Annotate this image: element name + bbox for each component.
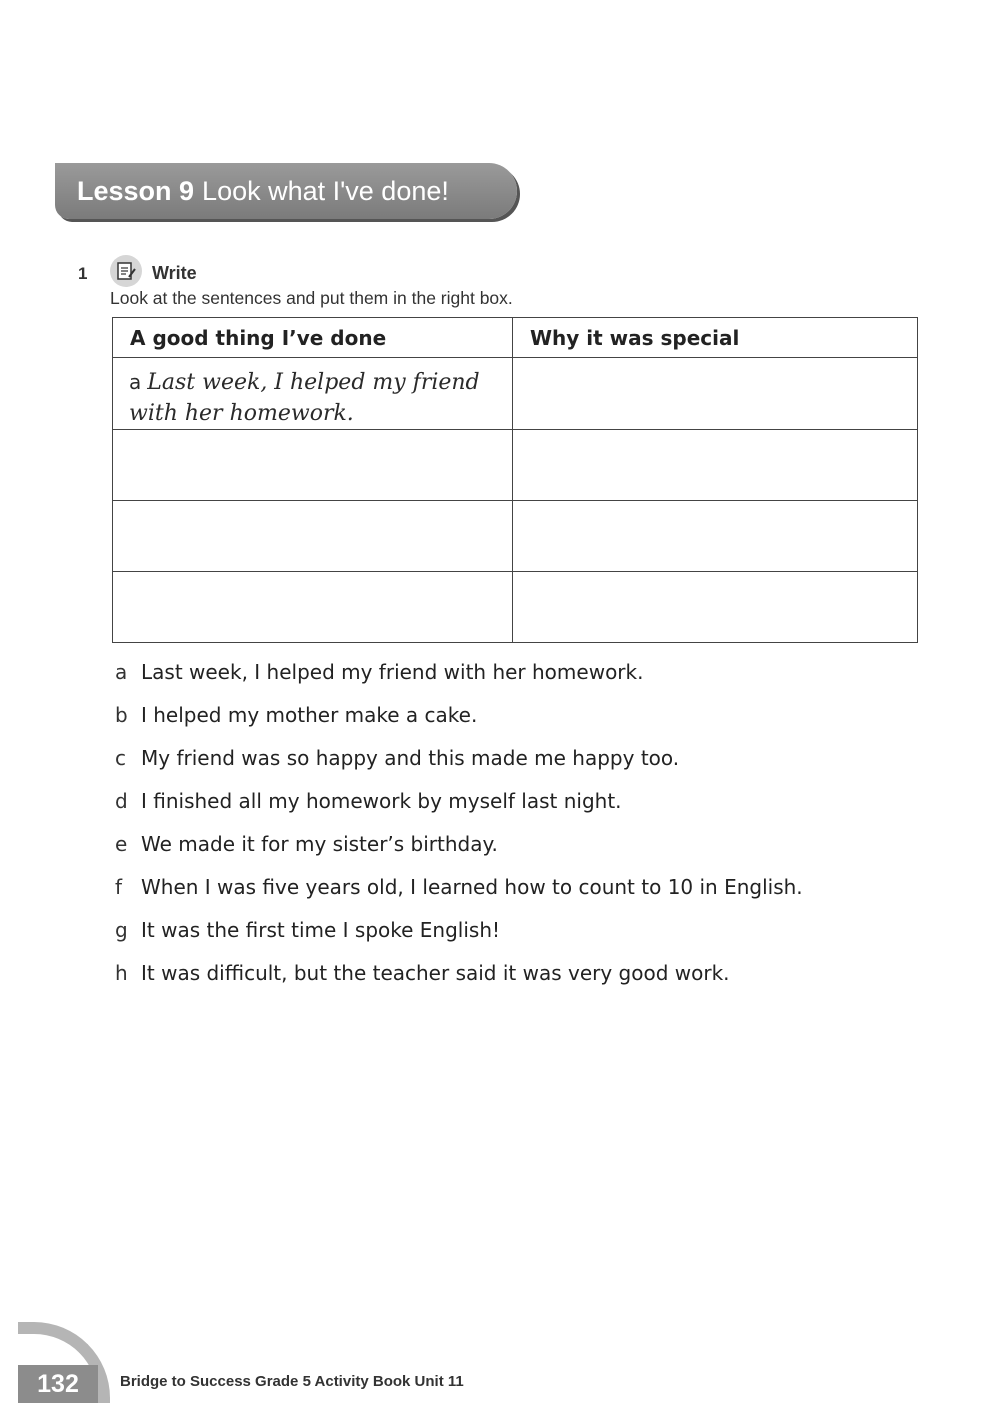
sentence-letter: h: [115, 961, 128, 985]
sentence-text: It was difficult, but the teacher said it was very good work.: [141, 961, 730, 985]
lesson-title: Look what I've done!: [202, 175, 449, 206]
lesson-number: Lesson 9: [77, 175, 195, 206]
list-item: [115, 832, 498, 856]
sentence-letter: a: [115, 660, 128, 684]
sentence-text: It was the first time I spoke English!: [141, 918, 501, 942]
column-header-why-special: Why it was special: [513, 318, 918, 358]
page-number: 132: [18, 1365, 98, 1403]
instructions: Look at the sentences and put them in the right box.: [110, 288, 513, 308]
notepad-pencil-icon: [110, 255, 142, 287]
table-row: [113, 572, 918, 643]
answer-cell[interactable]: [113, 430, 513, 501]
exercise-number: 1: [78, 264, 88, 283]
sentence-letter: c: [115, 746, 126, 770]
sentence-text: Last week, I helped my friend with her homework.: [141, 660, 644, 684]
example-letter: a: [129, 370, 142, 394]
sentence-text: My friend was so happy and this made me happy too.: [141, 746, 680, 770]
sentence-letter: d: [115, 789, 128, 813]
sentence-text: I finished all my homework by myself last night.: [141, 789, 622, 813]
list-item: [115, 961, 730, 985]
example-answer: Last week, I helped my friend with her homework.: [129, 370, 480, 426]
list-item: [115, 875, 803, 899]
lesson-banner: [55, 163, 517, 219]
answer-cell[interactable]: [513, 572, 918, 643]
answer-cell[interactable]: [113, 501, 513, 572]
sentence-text: I helped my mother make a cake.: [141, 703, 478, 727]
list-item: [115, 660, 643, 684]
answer-cell[interactable]: [513, 501, 918, 572]
sentence-letter: e: [115, 832, 128, 856]
sentence-letter: f: [115, 875, 123, 899]
column-header-good-thing: A good thing I’ve done: [113, 318, 513, 358]
list-item: [115, 746, 679, 770]
example-cell: [113, 358, 513, 430]
sentence-text: We made it for my sister’s birthday.: [141, 832, 498, 856]
sentence-text: When I was five years old, I learned how to count to 10 in English.: [141, 875, 803, 899]
list-item: [115, 918, 500, 942]
sentence-letter: b: [115, 703, 128, 727]
list-item: [115, 703, 477, 727]
table-row: [113, 430, 918, 501]
answer-table: [112, 317, 918, 643]
exercise-label: Write: [152, 263, 197, 283]
book-title: Bridge to Success Grade 5 Activity Book Unit 11: [120, 1373, 464, 1390]
answer-cell[interactable]: [113, 572, 513, 643]
table-header-row: [113, 318, 918, 358]
sentence-letter: g: [115, 918, 128, 942]
list-item: [115, 789, 622, 813]
table-row: [113, 501, 918, 572]
answer-cell[interactable]: [513, 358, 918, 430]
answer-cell[interactable]: [513, 430, 918, 501]
table-row: [113, 358, 918, 430]
